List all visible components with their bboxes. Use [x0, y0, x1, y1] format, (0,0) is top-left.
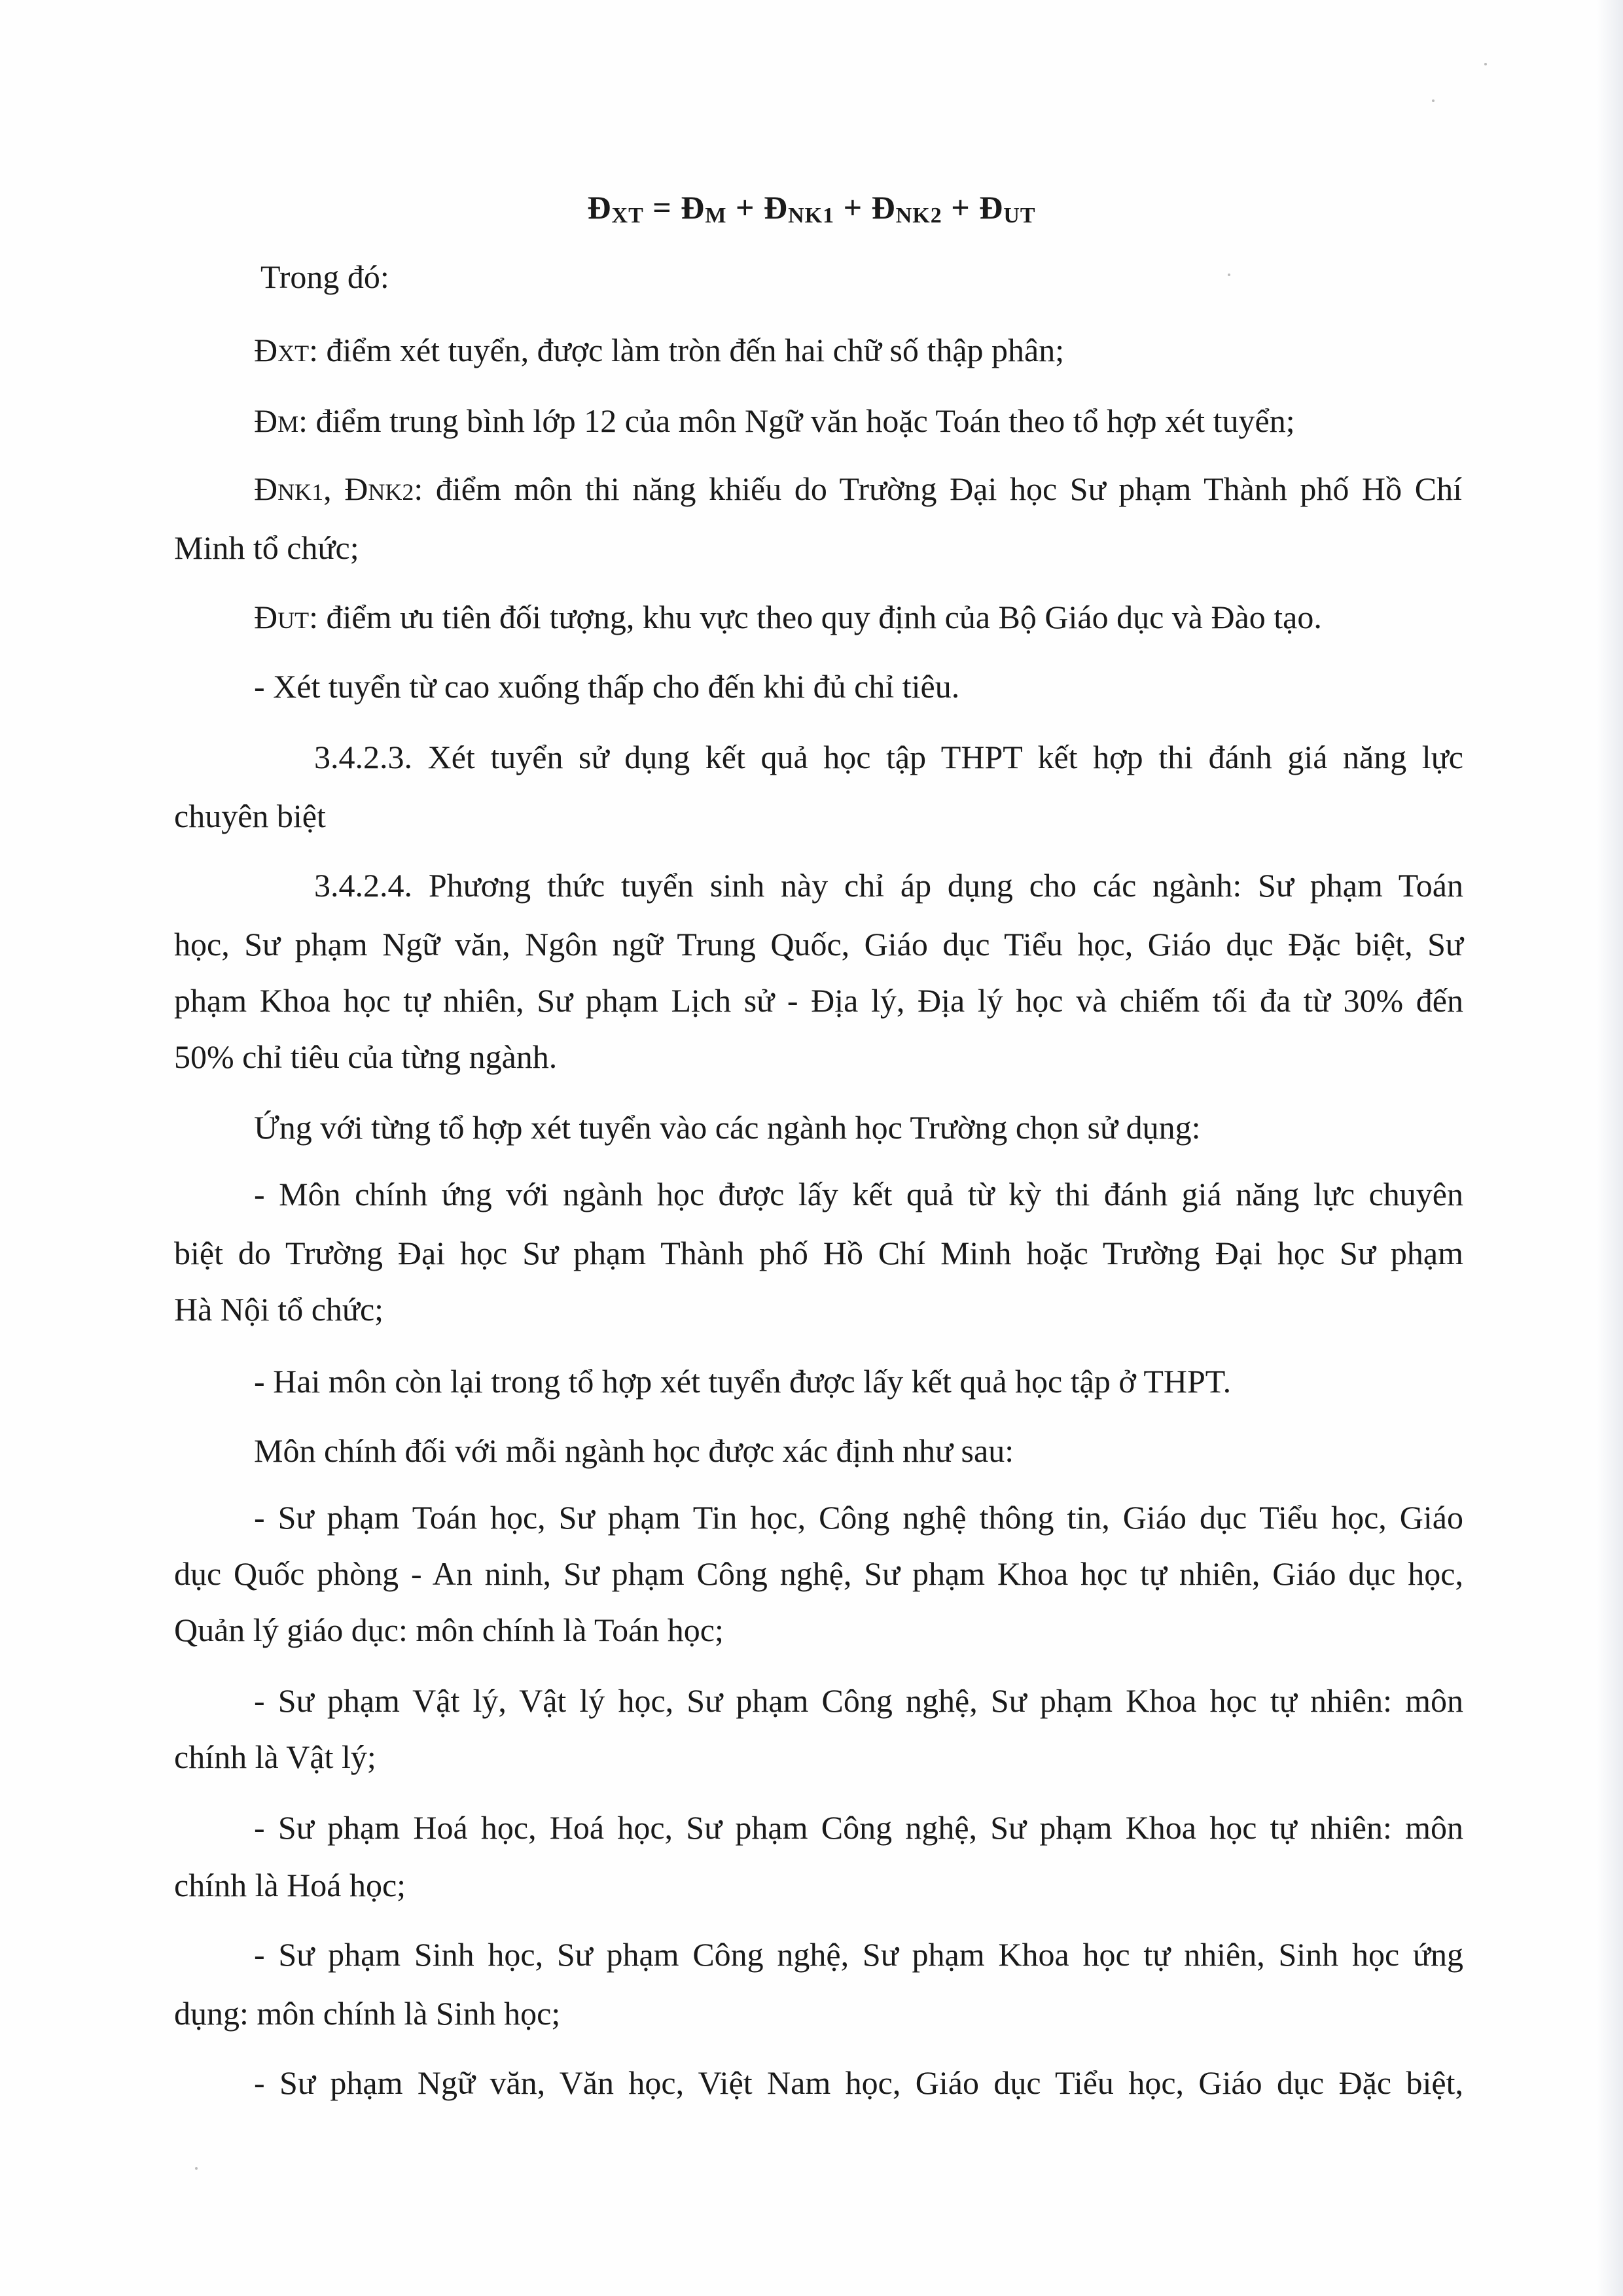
list-item-line: - Sư phạm Sinh học, Sư phạm Công nghệ, Sư phạm Khoa học tự nhiên, Sinh học ứng — [254, 1936, 1463, 1973]
paragraph-line: phạm Khoa học tự nhiên, Sư phạm Lịch sử - Địa lý, Địa lý học và chiếm tối đa từ 30% đến — [174, 982, 1463, 1019]
paragraph-line: Minh tổ chức; — [174, 529, 359, 566]
formula-subscript: NK1 — [788, 203, 835, 228]
scan-speck — [1432, 99, 1435, 102]
list-item-line: - Sư phạm Toán học, Sư phạm Tin học, Công nghệ thông tin, Giáo dục Tiểu học, Giáo — [254, 1499, 1463, 1536]
term-letter: Đ — [254, 402, 278, 439]
definition-dxt — [254, 334, 1064, 366]
paragraph-line: 50% chỉ tiêu của từng ngành. — [174, 1038, 558, 1075]
term-letter: Đ — [254, 599, 278, 635]
paragraph-line: chuyên biệt — [174, 798, 326, 834]
term-subscript: XT — [277, 340, 310, 366]
section-heading-3-4-2-3: 3.4.2.3. Xét tuyển sử dụng kết quả học tập THPT kết hợp thi đánh giá năng lực — [314, 739, 1463, 775]
term-letter: , Đ — [323, 470, 368, 507]
definition-text: : điểm xét tuyển, được làm tròn đến hai chữ số thập phân; — [309, 332, 1065, 368]
term-letter: Đ — [254, 470, 278, 507]
definition-dut — [254, 601, 1322, 633]
formula-part: = Đ — [643, 189, 705, 226]
list-item-line: Quản lý giáo dục: môn chính là Toán học; — [174, 1612, 724, 1648]
term-subscript: NK2 — [368, 479, 414, 505]
paragraph-line: Môn chính đối với mỗi ngành học được xác định như sau: — [254, 1432, 1014, 1469]
list-item-line: - Sư phạm Hoá học, Hoá học, Sư phạm Công nghệ, Sư phạm Khoa học tự nhiên: môn — [254, 1809, 1463, 1846]
paragraph-line: - Hai môn còn lại trong tổ hợp xét tuyển được lấy kết quả học tập ở THPT. — [254, 1363, 1232, 1400]
list-item-line: dụng: môn chính là Sinh học; — [174, 1995, 561, 2032]
definition-text: : điểm trung bình lớp 12 của môn Ngữ văn hoặc Toán theo tổ hợp xét tuyển; — [298, 402, 1295, 439]
formula-part: + Đ — [726, 189, 789, 226]
definition-text: : điểm ưu tiên đối tượng, khu vực theo quy định của Bộ Giáo dục và Đào tạo. — [309, 599, 1322, 635]
formula-part: Đ — [587, 189, 612, 226]
paragraph-line: biệt do Trường Đại học Sư phạm Thành phố Hồ Chí Minh hoặc Trường Đại học Sư phạm — [174, 1235, 1463, 1271]
scan-edge-shadow — [1597, 0, 1623, 2296]
definition-dnk — [254, 472, 1462, 505]
formula-part: + Đ — [834, 189, 896, 226]
section-heading-3-4-2-4: 3.4.2.4. Phương thức tuyển sinh này chỉ áp dụng cho các ngành: Sư phạm Toán — [314, 867, 1463, 904]
list-item-line: - Sư phạm Vật lý, Vật lý học, Sư phạm Công nghệ, Sư phạm Khoa học tự nhiên: môn — [254, 1682, 1463, 1719]
paragraph-line: Ứng với từng tổ hợp xét tuyển vào các ngành học Trường chọn sử dụng: — [254, 1109, 1201, 1146]
paragraph-line: học, Sư phạm Ngữ văn, Ngôn ngữ Trung Quốc, Giáo dục Tiểu học, Giáo dục Đặc biệt, Sư — [174, 926, 1463, 963]
paragraph-line: Trong đó: — [260, 258, 389, 295]
paragraph-line: - Môn chính ứng với ngành học được lấy kết quả từ kỳ thi đánh giá năng lực chuyên — [254, 1176, 1463, 1212]
formula-subscript: XT — [611, 203, 644, 228]
definition-dm — [254, 404, 1295, 437]
definition-text: : điểm môn thi năng khiếu do Trường Đại học Sư phạm Thành phố Hồ Chí — [414, 470, 1463, 507]
paragraph-line: Hà Nội tổ chức; — [174, 1291, 384, 1328]
term-subscript: M — [277, 411, 299, 437]
admission-score-formula — [0, 188, 1623, 228]
paragraph-line: - Xét tuyển từ cao xuống thấp cho đến khi đủ chỉ tiêu. — [254, 668, 960, 705]
formula-subscript: M — [705, 203, 727, 228]
list-item-line: - Sư phạm Ngữ văn, Văn học, Việt Nam học, Giáo dục Tiểu học, Giáo dục Đặc biệt, — [254, 2064, 1463, 2101]
formula-subscript: UT — [1003, 203, 1036, 228]
formula-subscript: NK2 — [895, 203, 942, 228]
list-item-line: dục Quốc phòng - An ninh, Sư phạm Công nghệ, Sư phạm Khoa học tự nhiên, Giáo dục học, — [174, 1555, 1463, 1592]
term-subscript: NK1 — [277, 479, 324, 505]
term-letter: Đ — [254, 332, 278, 368]
term-subscript: UT — [277, 607, 310, 633]
scan-speck — [1228, 274, 1230, 276]
list-item-line: chính là Vật lý; — [174, 1739, 376, 1775]
scan-speck — [1484, 63, 1487, 65]
list-item-line: chính là Hoá học; — [174, 1867, 406, 1903]
scan-speck — [195, 2167, 198, 2170]
formula-part: + Đ — [942, 189, 1004, 226]
